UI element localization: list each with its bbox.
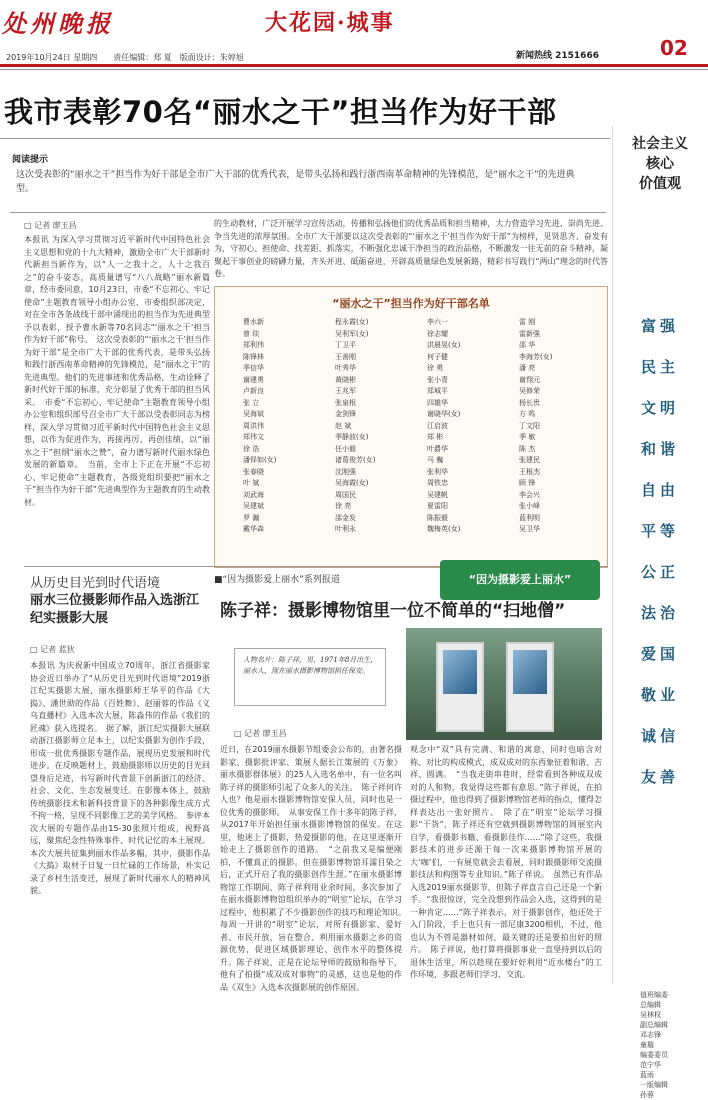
sidebar-title-line: 核心 (646, 156, 674, 172)
honoree-name: 吴建帆 (427, 490, 448, 499)
core-value-word: 富强 (640, 317, 679, 335)
honoree-name: 王善刚 (335, 352, 356, 361)
main-headline: 我市表彰70名“丽水之干”担当作为好干部 (4, 95, 557, 129)
news-hotline: 新闻热线 2151666 (516, 51, 599, 61)
editors-box (640, 990, 706, 1100)
honoree-name: 郑 彬 (427, 433, 444, 441)
honoree-name: 周洪伟 (243, 421, 264, 430)
exhibit-title: 丽水三位摄影师作品入选浙江纪实摄影大展 (30, 593, 200, 626)
honoree-name: 潘 亮 (519, 364, 536, 372)
editor-line: 副总编辑 (640, 1021, 668, 1029)
honoree-name: 吴修荣 (519, 387, 540, 395)
honoree-name: 张小青 (427, 375, 448, 384)
honoree-name: 任小毅 (335, 444, 356, 453)
honoree-name: 陈锋林 (243, 352, 264, 361)
honoree-name: 张泉根 (335, 398, 356, 407)
honoree-name: 卢新良 (243, 387, 264, 395)
honoree-name: 徐 勇 (427, 364, 444, 372)
honoree-name: 潘铎如(女) (243, 456, 277, 464)
honoree-name: 赵 斌 (335, 421, 352, 430)
honoree-name: 四雄华 (427, 398, 448, 407)
editor-line: 童璇 (640, 1041, 654, 1049)
core-value-word: 诚信 (640, 727, 679, 745)
honoree-name: 叶 斌 (243, 479, 260, 487)
series-badge: “因为摄影爱上丽水” (440, 560, 600, 600)
honoree-name: 叶利永 (335, 525, 356, 533)
honoree-name: 曹水新 (243, 318, 264, 326)
honoree-name: 金剑锋 (335, 410, 356, 418)
sidebar-title-line: 社会主义 (632, 136, 688, 152)
honoree-name: 方 鸣 (519, 410, 536, 418)
core-values-sidebar (612, 126, 706, 984)
honoree-name: 谢晓华(女) (427, 410, 461, 418)
editor-line: 吴林权 (640, 1011, 661, 1019)
honoree-name: 罗 瀚 (243, 513, 260, 522)
honoree-name: 雷新强 (519, 329, 540, 338)
honoree-name: 叶秀华 (335, 364, 356, 372)
honoree-name: 吴卫华 (519, 525, 540, 533)
core-value-word: 和谐 (640, 440, 679, 458)
profile-col2: 观念中“双”具有完满、和谐的寓意，同时也暗含对称、对比的构成模式，成双成对的东西象征着和谐、吉祥、圆满。 “当我走街串巷时，经常看到各种成双成对的人和物，我觉得这些都有意思。”陈子祥说，在拍摄过程中，他也得到了摄影博物馆老师的指点，懂得怎样表达出一张好照片。 除了在“明室”论坛学习摄影“干货”，陈子祥还有空就到摄影博物馆的周展室内自学，看摄影书籍、看摄影佳作……“除了这些，我摄影技术的进步还源于每一次来摄影博物馆开展的大‘咖’们，一有展览就会去看展，同时跟摄影师交流摄影技法和构图等专业知识。”陈子祥说。 虽然已有作品入选2019丽水摄影节，但陈子祥直言自己还是一个新手。“我很惊讶，完全没想到作品会入选，这得到的是一种肯定……”陈子祥表示，对于摄影创作，他还处于入门阶段，手上也只有一部尼康3200相机，不过，他也认为不管是器材如何，最关键的还是要拍出好的照片。 陈子祥说，他打算将摄影事业一直坚持到以后的退休生活里，所以趁现在要好好利用“近水楼台”的工作环境，多跟老师们学习、交流。 (410, 745, 602, 979)
honoree-list-box (214, 286, 608, 568)
main-article-col1: 本报讯 为深入学习贯彻习近平新时代中国特色社会主义思想和党的十九大精神，激励全市广大干部新时代新担当新作为，以“人一之我十之，人十之我百之”的奋斗姿态，高质量谱写“八八战略”丽水新篇章，经市委同意，10月23日，市委“不忘初心、牢记使命”主题教育领导小组办公室、市委组织部决定，对在全市各条战线干部中涌现出的担当作为先进典型予以表彰，授予曹水新等70名同志“‘丽水之干’担当作为好干部”称号。 这次受表彰的“‘丽水之干’担当作为好干部”是全市广大干部的优秀代表，是带头弘扬和践行浙西南革命精神的先锋模范，是“丽水之干”的先进典型。他们的先进事迹和优秀品格，生动诠释了新时代好干部的标准，充分彰显了优秀干部的担当风采。 市委“不忘初心、牢记使命”主题教育领导小组办公室和组织部号召全市广大干部以受表彰同志为榜样，深入学习贯彻习近平新时代中国特色社会主义思想，以作为促进作为，再接再厉、再创佳绩，以“丽水之干”担纲“丽水之赞”，奋力谱写新时代丽水绿色发展的新篇章。 当前，全市上下正在开展“不忘初心、牢记使命”主题教育，各级党组织要把“丽水之干”担当作为好干部”先进典型作为主题教育的生动教材。 (24, 235, 210, 507)
honoree-name: 张利华 (427, 467, 448, 476)
honoree-name: 丁文阳 (519, 421, 540, 430)
honoree-name: 曾 琰 (243, 329, 260, 338)
honoree-list-title: “丽水之干”担当作为好干部名单 (332, 297, 490, 310)
vending-machine-right (506, 642, 554, 732)
honoree-name: 何子健 (427, 352, 448, 361)
honoree-name: 郑利伟 (243, 341, 264, 349)
section-name: 大花园·城事 (265, 10, 395, 36)
core-value-word: 自由 (640, 481, 679, 499)
profile-card-text: 人物名片：陈子祥，男，1971年8月出生，丽水人，现在丽水摄影博物馆担任保安。 (243, 656, 378, 675)
honoree-name: 季静波(女) (335, 433, 369, 441)
honoree-name: 邵 华 (519, 341, 536, 349)
honoree-name: 徐 亮 (335, 502, 352, 510)
honoree-name: 丁卫平 (335, 341, 356, 349)
honoree-name: 顾 锋 (519, 479, 536, 487)
honoree-name: 谢翔元 (519, 375, 540, 384)
editor-line: 蓝雨 (640, 1071, 654, 1079)
honoree-name: 江启波 (427, 421, 448, 430)
honoree-name: 杨长贵 (519, 398, 540, 407)
sidebar-title (613, 134, 707, 194)
honoree-name: 张小峰 (519, 502, 540, 510)
honoree-name: 王兆军 (335, 387, 356, 395)
dateline: 2019年10月24日 星期四 责任编辑：郑 夏 版面设计：朱婷旭 (6, 53, 244, 62)
masthead-logo: 处州晚报 (2, 9, 114, 38)
page-number: 02 (660, 36, 688, 60)
lead-text: 这次受表彰的“丽水之干”担当作为好干部是全市广大干部的优秀代表，是带头弘扬和践行浙西南革命精神的先锋模范，是“丽水之干”的先进典型。 (16, 170, 575, 194)
honoree-name: 王根杰 (519, 467, 540, 476)
honoree-name: 戴华森 (243, 525, 264, 533)
honoree-name: 徐 浩 (243, 444, 260, 453)
honoree-name: 季 敏 (519, 433, 536, 441)
core-value-word: 法治 (640, 604, 679, 622)
honoree-name: 夏雷阳 (427, 502, 448, 510)
honoree-name: 沈刚强 (335, 467, 356, 476)
honoree-name: 吴海斌 (243, 410, 264, 418)
main-byline: □ 记者 廖玉昌 (24, 221, 77, 230)
profile-title: 陈子祥：摄影博物馆里一位不简单的“扫地僧” (220, 601, 566, 621)
main-article-col2: 的生动教材，广泛开展学习宣传活动，传播和弘扬他们的优秀品质和担当精神，大力营造学习先进、崇尚先进、争当先进的浓厚氛围。全市广大干部要以这次受表彰的“‘丽水之干’担当作为好干部”为榜样，见贤思齐、奋发有为，守初心、担使命、找差距、抓落实，不断强化忠诚干净担当的政治品格，不断激发一往无前的奋斗精神，凝聚起干事创业的磅礴力量，齐头并进、砥砺奋进，开辟高质量绿色发展新路，精彩书写践行“两山”理念的时代答卷。 (214, 219, 608, 278)
honoree-name: 刘武海 (243, 490, 264, 499)
editor-line: 值班编委 (640, 991, 668, 999)
honoree-name: 李六一 (427, 318, 448, 326)
core-value-word: 友善 (640, 768, 679, 786)
honoree-names (243, 317, 593, 536)
masthead-rule (0, 64, 708, 67)
honoree-name: 叶爵华 (427, 444, 448, 453)
honoree-name: 陈振毅 (427, 513, 448, 522)
vending-screen (513, 650, 547, 694)
core-value-word: 公正 (640, 563, 679, 581)
headline-rule (0, 138, 610, 139)
exhibit-byline: □ 记者 蓝狄 (30, 645, 75, 654)
editor-line: 邓志锋 (640, 1031, 661, 1039)
honoree-name: 季信华 (243, 364, 264, 372)
masthead-thin-rule (0, 69, 708, 70)
core-value-word: 文明 (640, 399, 679, 417)
honoree-name: 魏梅英(女) (427, 525, 461, 533)
editor-line: 范宁华 (640, 1061, 661, 1069)
honoree-name: 黄晓彬 (335, 375, 356, 384)
exhibit-body: 本报讯 为庆祝新中国成立70周年，浙江省摄影家协会近日举办了“从历史目光到时代语境”2019浙江纪实摄影大展，丽水摄影师王华平的作品《大捣》、潘世勋的作品《百姓舞》、赵丽蓉的作品《义乌直播村》入选本次大展，陈淼伟的作品《我们的匠魂》获入选提名。 据了解，浙江纪实摄影大展联动浙江摄影师立足本土，以纪实摄影为创作手段，形成一批优秀摄影专题作品，展现历史发展和时代进步。在反映题材上，鼓励摄影师以历史的目光回望身后足迹，书写新时代背景下创新浙江的经济、社会、文化、生态发展变迁。在影像本体上，鼓励传统摄影技术和新科技背景下的各种影像生成方式不拘一格，呈现不同影像工艺的美学风格。 参评本次大展的专题作品由15-30张照片组成，视野高远，聚焦纪念性特殊事件、时代记忆的本土展现。本次大展共征集到丽水作品多幅，其中，摄影作品《大捣》取材于日复一日忙碌的工作场景，朴实记录了乡村生活变迁，展现了新时代丽水人的精神风貌。 (30, 661, 210, 895)
core-value-word: 敬业 (640, 686, 679, 704)
series-label: ■“因为摄影爱上丽水”系列报道 (214, 575, 340, 585)
honoree-name: 周国民 (335, 490, 356, 499)
honoree-name: 郑城平 (427, 387, 448, 395)
editor-line: 一版编辑 (640, 1081, 668, 1089)
honoree-name: 蓝利明 (519, 513, 540, 522)
honoree-name: 周铁忠 (427, 479, 448, 487)
honoree-name: 郑伟文 (243, 433, 264, 441)
honoree-name: 张 立 (243, 398, 260, 407)
honoree-name: 吴利军(女) (335, 329, 369, 338)
honoree-name: 张春晓 (243, 467, 264, 476)
core-value-word: 爱国 (640, 645, 679, 663)
core-values-list (613, 306, 707, 798)
exhibit-subtitle: 从历史目光到时代语境 (30, 576, 161, 591)
vending-machine-left (436, 642, 484, 732)
editor-line: 编委委员 (640, 1051, 668, 1059)
honoree-name: 李海芳(女) (519, 352, 553, 361)
lead-rule (10, 212, 606, 213)
editor-line: 孙蓉 (640, 1091, 654, 1099)
editor-line: 总编辑 (640, 1001, 661, 1009)
vending-screen (443, 650, 477, 694)
honoree-name: 陈 杰 (519, 444, 536, 453)
honoree-name: 吴海霞(女) (335, 479, 369, 487)
profile-col1: 近日，在2019丽水摄影节组委会公布的，由著名摄影家、摄影批评家、策展人据长江策展的《万象》丽水摄影群体展》的25人入选名单中，有一位名叫陈子祥的摄影师引起了众多人的关注。 陈子祥何许人也？他是丽水摄影博物馆安保人员，同时也是一位优秀的摄影师。 从事安保工作十多年的陈子祥，从2017年开始担任丽水摄影博物馆的保安。在这里，他迷上了摄影，热爱摄影的他，在这里逐渐开始走上了摄影创作的道路。 “之前我又是编便刚拍，不懂真正的摄影。但在摄影博物馆耳濡目染之后，正式开启了我的摄影创作生涯。”在丽水摄影博物馆工作期间，陈子祥利用业余时间，多次参加了在丽水摄影博物馆组织举办的“明室”论坛，在学习过程中，他积累了不少摄影创作的技巧和理论知识。 每周一开讲的“明室”论坛，对所有摄影家、爱好者、市民开放，旨在整合、利用丽水摄影之乡的资源优势，促进区域摄影理论、创作水平的整体提升。陈子祥说，正是在论坛导师的鼓励和指导下，他有了拍摄“成双成对事物”的灵感，这也是他的作品《双生》入选本次摄影展的创作原因。 (220, 745, 410, 992)
honoree-name: 程永霞(女) (335, 318, 369, 326)
honoree-name: 吴建斌 (243, 502, 264, 510)
vending-machines-photo (406, 628, 602, 740)
honoree-name: 马 巍 (427, 456, 444, 464)
profile-byline: □ 记者 廖玉昌 (234, 729, 287, 738)
honoree-name: 诸葛俊芳(女) (335, 456, 376, 464)
profile-card (234, 648, 386, 706)
core-value-word: 平等 (640, 522, 679, 540)
honoree-name: 徐志耀 (427, 329, 448, 338)
honoree-name: 张建民 (519, 456, 540, 464)
honoree-name: 洪晨晃(女) (427, 341, 461, 349)
sidebar-title-line: 价值观 (639, 176, 681, 192)
honoree-name: 谢建勇 (243, 375, 264, 384)
honoree-name: 雷 刚 (519, 318, 536, 326)
core-value-word: 民主 (640, 358, 679, 376)
lead-title: 阅读提示 (12, 155, 49, 165)
honoree-name: 李会兴 (519, 490, 540, 499)
honoree-name: 邵金发 (335, 513, 356, 522)
